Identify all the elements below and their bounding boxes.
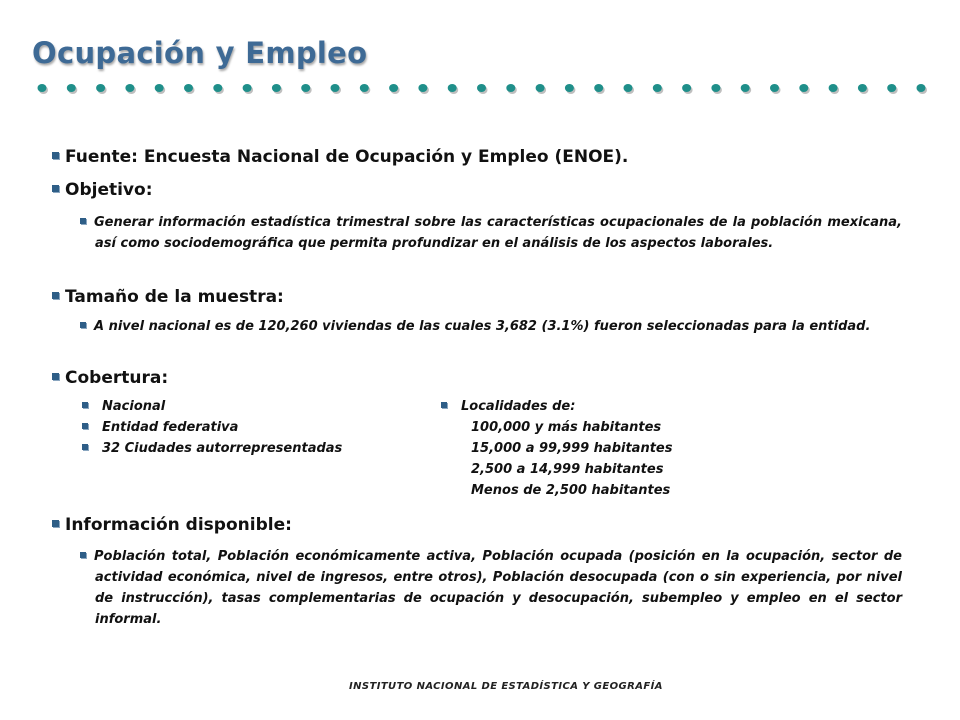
divider-dot	[565, 84, 574, 92]
informacion-item	[80, 546, 902, 630]
informacion-label: Información disponible:	[65, 515, 292, 535]
divider-dot	[243, 84, 252, 92]
divider-dot	[448, 84, 457, 92]
list-item: Menos de 2,500 habitantes	[471, 483, 671, 498]
cobertura-label: Cobertura:	[65, 368, 169, 388]
list-item: 15,000 a 99,999 habitantes	[471, 441, 673, 456]
cobertura-heading	[52, 368, 168, 388]
divider-dot	[536, 84, 545, 92]
divider-dot	[155, 84, 164, 92]
list-item: 2,500 a 14,999 habitantes	[471, 462, 664, 477]
objetivo-text: Generar información estadística trimestral sobre las características ocupacionales de la población mexicana, así como sociodemográfica que permita profundizar en el análisis de los aspectos laborales.	[94, 215, 902, 251]
objetivo-item	[80, 212, 902, 254]
square-bullet-icon	[82, 444, 88, 450]
tamano-heading	[52, 287, 284, 307]
objetivo-label: Objetivo:	[65, 180, 153, 200]
divider-dot	[477, 84, 486, 92]
square-bullet-icon	[52, 373, 59, 380]
objetivo-heading	[52, 180, 153, 200]
dotted-divider	[36, 80, 936, 96]
divider-dot	[213, 84, 222, 92]
informacion-heading	[52, 515, 292, 535]
fuente-label: Fuente: Encuesta Nacional de Ocupación y Empleo (ENOE).	[65, 147, 629, 167]
square-bullet-icon	[441, 402, 447, 408]
divider-dot	[770, 84, 779, 92]
page-title: Ocupación y Empleo	[32, 36, 368, 70]
divider-dot	[331, 84, 340, 92]
divider-dot	[360, 84, 369, 92]
divider-dot	[506, 84, 515, 92]
divider-dot	[594, 84, 603, 92]
tamano-text: A nivel nacional es de 120,260 viviendas de las cuales 3,682 (3.1%) fueron seleccionadas para la entidad.	[94, 319, 871, 334]
divider-dot	[829, 84, 838, 92]
divider-dot	[624, 84, 633, 92]
localidades-heading: Localidades de:	[441, 396, 672, 417]
square-bullet-icon	[52, 520, 59, 527]
fuente-heading	[52, 147, 628, 167]
divider-dot	[741, 84, 750, 92]
square-bullet-icon	[82, 423, 88, 429]
divider-dot	[887, 84, 896, 92]
divider-dot	[858, 84, 867, 92]
divider-dot	[418, 84, 427, 92]
list-item: Nacional	[82, 396, 342, 417]
list-item: 100,000 y más habitantes	[471, 420, 662, 435]
square-bullet-icon	[80, 322, 86, 328]
cobertura-left-list	[82, 396, 342, 459]
divider-dot	[799, 84, 808, 92]
divider-dot	[389, 84, 398, 92]
divider-dot	[67, 84, 76, 92]
divider-dot	[125, 84, 134, 92]
square-bullet-icon	[80, 218, 86, 224]
square-bullet-icon	[52, 152, 59, 159]
square-bullet-icon	[82, 402, 88, 408]
divider-dot	[653, 84, 662, 92]
divider-dot	[682, 84, 691, 92]
list-item: 32 Ciudades autorrepresentadas	[82, 438, 342, 459]
divider-dot	[272, 84, 281, 92]
divider-dot	[96, 84, 105, 92]
divider-dot	[917, 84, 926, 92]
square-bullet-icon	[52, 185, 59, 192]
tamano-label: Tamaño de la muestra:	[65, 287, 284, 307]
divider-dot	[38, 84, 47, 92]
square-bullet-icon	[52, 292, 59, 299]
cobertura-localidades	[441, 396, 672, 501]
list-item: Entidad federativa	[82, 417, 342, 438]
divider-dot	[184, 84, 193, 92]
informacion-text: Población total, Población económicamente activa, Población ocupada (posición en la ocupación, sector de actividad económica, nivel de ingresos, entre otros), Población desocupada (con o sin experiencia, por nivel de instrucción), tasas complementarias de ocupación y desocupación, subempleo y empleo en el sector informal.	[94, 549, 902, 627]
square-bullet-icon	[80, 552, 86, 558]
divider-dot	[301, 84, 310, 92]
divider-dot	[711, 84, 720, 92]
tamano-item	[80, 316, 902, 337]
footer-institution: INSTITUTO NACIONAL DE ESTADÍSTICA Y GEOGRAFÍA	[349, 681, 663, 692]
